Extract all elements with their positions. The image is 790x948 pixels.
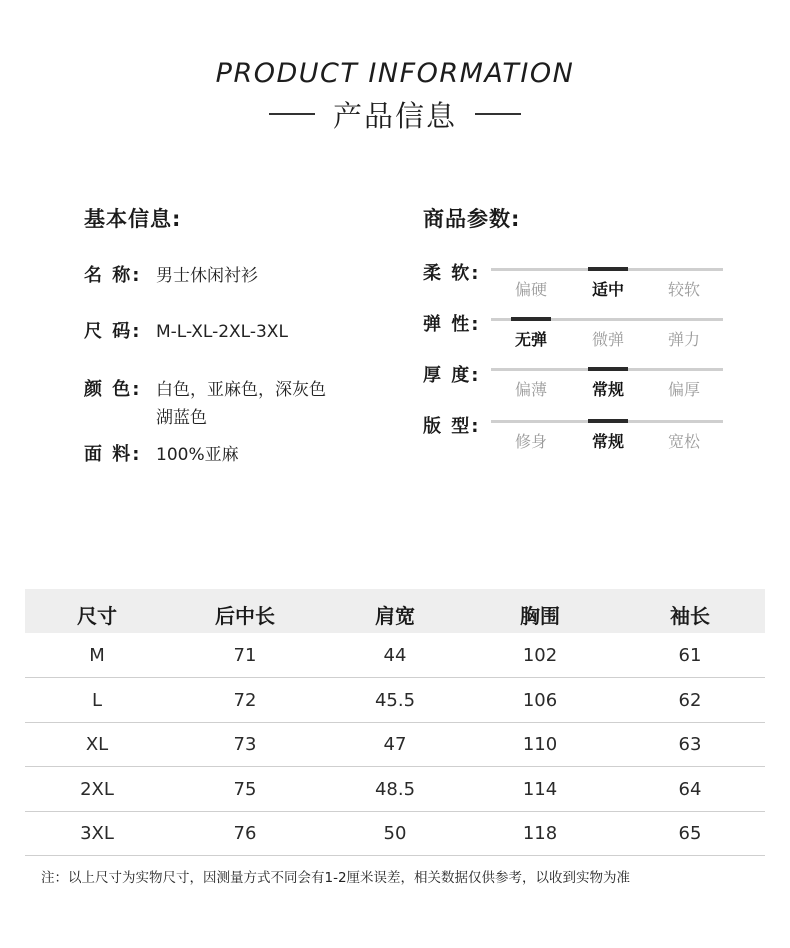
param-option: 无弹	[514, 330, 547, 349]
table-cell: 63	[678, 734, 702, 755]
table-cell: 47	[383, 734, 407, 755]
basic-label: 面 料:	[84, 444, 142, 465]
basic-row-name	[84, 262, 258, 290]
basic-label: 颜 色:	[84, 379, 142, 400]
header-divider-left	[269, 113, 315, 115]
table-cell: 65	[678, 823, 702, 844]
param-scale-marker	[588, 419, 628, 423]
table-cell: 102	[522, 645, 558, 666]
param-scale-track	[491, 268, 723, 271]
table-cell: 2XL	[80, 778, 114, 800]
header-title-cn: 产品信息	[332, 98, 457, 133]
params-title: 商品参数:	[423, 207, 521, 231]
basic-value-multiline	[156, 376, 326, 432]
table-row	[25, 722, 765, 767]
table-cell: 106	[522, 689, 558, 711]
table-header-cell: 胸围	[520, 604, 560, 628]
table-header-cell: 肩宽	[375, 604, 415, 628]
basic-value: M-L-XL-2XL-3XL	[156, 322, 288, 342]
table-header-cell: 尺寸	[77, 604, 117, 628]
table-cell: 73	[233, 734, 257, 755]
header-title-cn-block	[0, 94, 790, 134]
param-scale-track	[491, 368, 723, 371]
header-divider-right	[475, 113, 521, 115]
basic-row-fabric	[84, 441, 239, 469]
table-cell: 3XL	[80, 823, 114, 844]
table-header-cell: 后中长	[215, 604, 275, 628]
basic-label: 名 称:	[84, 265, 142, 286]
table-cell: 76	[233, 823, 257, 844]
table-cell: 62	[678, 689, 702, 711]
param-option: 弹力	[667, 330, 700, 349]
basic-info-title: 基本信息:	[84, 207, 182, 231]
param-scale-track	[491, 318, 723, 321]
table-cell: 118	[522, 823, 558, 844]
table-header-cell: 袖长	[670, 604, 710, 628]
param-label: 柔 软:	[423, 263, 481, 284]
header-title-en: PRODUCT INFORMATION	[215, 58, 575, 89]
table-cell: 44	[383, 645, 407, 666]
param-label: 厚 度:	[423, 365, 481, 386]
table-cell: 64	[678, 778, 702, 800]
table-cell: 61	[678, 645, 702, 666]
param-label: 弹 性:	[423, 314, 481, 335]
table-cell: 75	[233, 778, 257, 800]
param-option: 偏硬	[514, 280, 547, 299]
table-cell: M	[89, 645, 105, 666]
basic-label: 尺 码:	[84, 321, 142, 342]
param-option: 适中	[591, 280, 624, 299]
table-cell: 48.5	[374, 778, 416, 800]
size-table-header	[25, 589, 765, 633]
table-row	[25, 633, 765, 678]
param-option: 常规	[591, 380, 624, 399]
param-option: 修身	[514, 432, 547, 451]
table-row	[25, 678, 765, 723]
param-option: 常规	[591, 432, 624, 451]
table-cell: 114	[522, 778, 558, 800]
table-cell: 110	[522, 734, 558, 755]
param-option: 偏厚	[667, 380, 700, 399]
basic-value: 100%亚麻	[156, 445, 239, 465]
param-scale-marker	[588, 367, 628, 371]
table-cell: 71	[233, 645, 257, 666]
param-option: 偏薄	[514, 380, 547, 399]
basic-value-line2: 湖蓝色	[156, 408, 207, 428]
param-option: 较软	[667, 280, 700, 299]
table-cell: 72	[233, 689, 257, 711]
basic-value: 男士休闲衬衫	[156, 266, 258, 286]
param-option: 微弹	[591, 330, 624, 349]
table-row	[25, 767, 765, 812]
param-label: 版 型:	[423, 416, 481, 437]
param-scale-marker	[588, 267, 628, 271]
param-scale-track	[491, 420, 723, 423]
basic-value-line1: 白色，亚麻色，深灰色	[156, 380, 326, 400]
table-cell: 50	[383, 823, 407, 844]
basic-row-color	[84, 376, 326, 432]
footnote: 注：以上尺寸为实物尺寸，因测量方式不同会有1-2厘米误差，相关数据仅供参考，以收到实物为准	[41, 870, 631, 886]
table-row	[25, 811, 765, 856]
basic-row-size	[84, 318, 288, 346]
table-cell: 45.5	[374, 689, 416, 711]
table-cell: XL	[85, 734, 109, 755]
table-cell: L	[91, 689, 103, 711]
param-option: 宽松	[667, 432, 700, 451]
param-scale-marker	[511, 317, 551, 321]
